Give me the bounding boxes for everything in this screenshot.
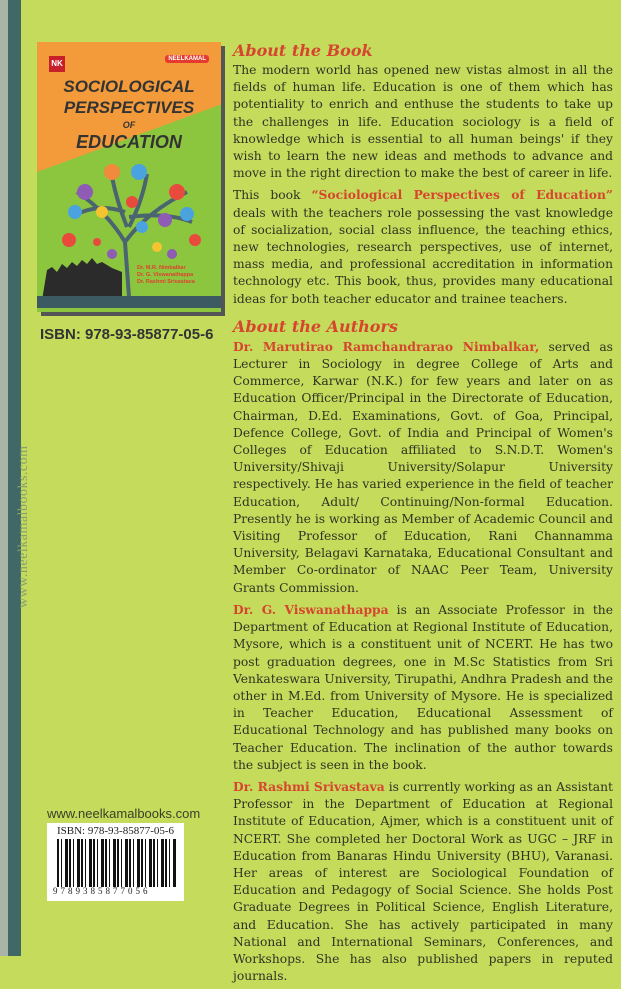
cover-author: Dr. Rashmi Srivastava (137, 279, 195, 285)
about-authors-heading: About the Authors (233, 316, 398, 336)
author-name: Dr. G. Viswanathappa (233, 601, 389, 617)
author-name: Dr. Marutirao Ramchandrarao Nimbalkar, (233, 338, 540, 354)
cover-thumbnail (37, 42, 221, 312)
text: is currently working as an Assistant Professor in the Department of Education at Regional Institute of Education, Ajmer, which is a constituent unit of NCERT. She completed her Doctoral Work as UGC – JRF in Education from Banaras Hindu University (BHU), Varanasi. Her areas of interest are Sociological Foundation of Education and Pedagogy of Social Science. She holds Post Graduate Degrees in Political Science, English Literature, and Education. She has actively participated in many National and International Seminars, Conferences, and Workshops. She has also published papers in reputed journals. (233, 779, 613, 984)
barcode-box (47, 823, 184, 901)
page-edge (0, 0, 8, 956)
cover-title-line: EDUCATION (76, 132, 182, 152)
publisher-badge: NEELKAMAL (165, 55, 209, 63)
cover-author: Dr. G. Viswanathappa (137, 272, 194, 278)
barcode-website: www.neelkamalbooks.com (47, 806, 201, 821)
text: This book (233, 188, 312, 203)
author-bio (233, 601, 613, 774)
publisher-logo: NK (49, 56, 65, 72)
barcode-block (47, 806, 200, 901)
cover-title-line: SOCIOLOGICAL (63, 77, 195, 96)
author-bio (233, 338, 613, 597)
about-book-paragraph: The modern world has opened new vistas almost in all the fields of human life. Education is one of them which has potentiality to enrich and enthuse the students to take up the challenges in life. Education sociology is a field of knowledge which is essential to all human beings' if they wish to learn the new ideas and methods to advance and move in the right direction to make the best of career in life. (233, 63, 613, 181)
about-book-heading: About the Book (233, 41, 373, 60)
barcode-isbn: ISBN: 978-93-85877-05-6 (57, 825, 175, 837)
text: deals with the teachers role possessing the vast knowledge of socialization, social class influence, the teaching ethics, new technologies, research perspectives, use of internet, mass media, and professional accreditation in information technology etc. This book, thus, provides many educational ideas for both teacher educator and trainee teachers. (233, 205, 613, 306)
cover-authors (137, 265, 195, 286)
book-title: “Sociological Perspectives of Education” (311, 187, 613, 203)
cover-title-line: OF (122, 120, 136, 130)
author-bio (233, 778, 613, 985)
isbn-label: ISBN: 978-93-85877-05-6 (40, 326, 214, 343)
vertical-website-url: www.neelkamalbooks.com (16, 445, 31, 608)
barcode-bars (57, 839, 177, 887)
text: served as Lecturer in Sociology in degree College of Arts and Commerce, Karwar (N.K.) for few years and later on as Education Officer/Principal in the Directorate of Education, Chairman, D.Ed. Examinations, Govt. of Goa, Principal, Defence College, Govt. of India and Principal of Women's Colleges of Education affiliated to S.N.D.T. Women's University/Shivaji University/Solapur University respectively. He has varied experience in the field of teacher Education, Adult/ Continuing/Non-formal Education. Presently he is working as Member of Academic Council and Visiting Professor of Education, Rani Channamma University, Belagavi Karnataka, Educational Consultant and Member Co-ordinator of NAAC Peer Team, University Grants Commission. (233, 339, 613, 595)
cover-author: Dr. M.R. Nimbalkar (137, 265, 186, 271)
about-book-paragraph (233, 186, 613, 307)
cover-base-band (37, 296, 221, 308)
author-name: Dr. Rashmi Srivastava (233, 778, 385, 794)
barcode-digits: 9789385877056 (53, 886, 151, 896)
cover-title-line: PERSPECTIVES (63, 98, 195, 117)
text: is an Associate Professor in the Department of Education at Regional Institute of Education, Mysore, which is a constituent unit of NCERT. He has two post graduation degrees, one in M.Sc Statistics from Sri Venkateswara University, Tirupathi, Andhra Pradesh and the other in M.Ed. from University of Mysore. He is specialized in Teacher Education, Educational Assessment of Educational Technology and has published many books on Teacher Education. The inclination of the author towards the subject is seen in the book. (233, 602, 613, 772)
text-column (233, 40, 613, 989)
